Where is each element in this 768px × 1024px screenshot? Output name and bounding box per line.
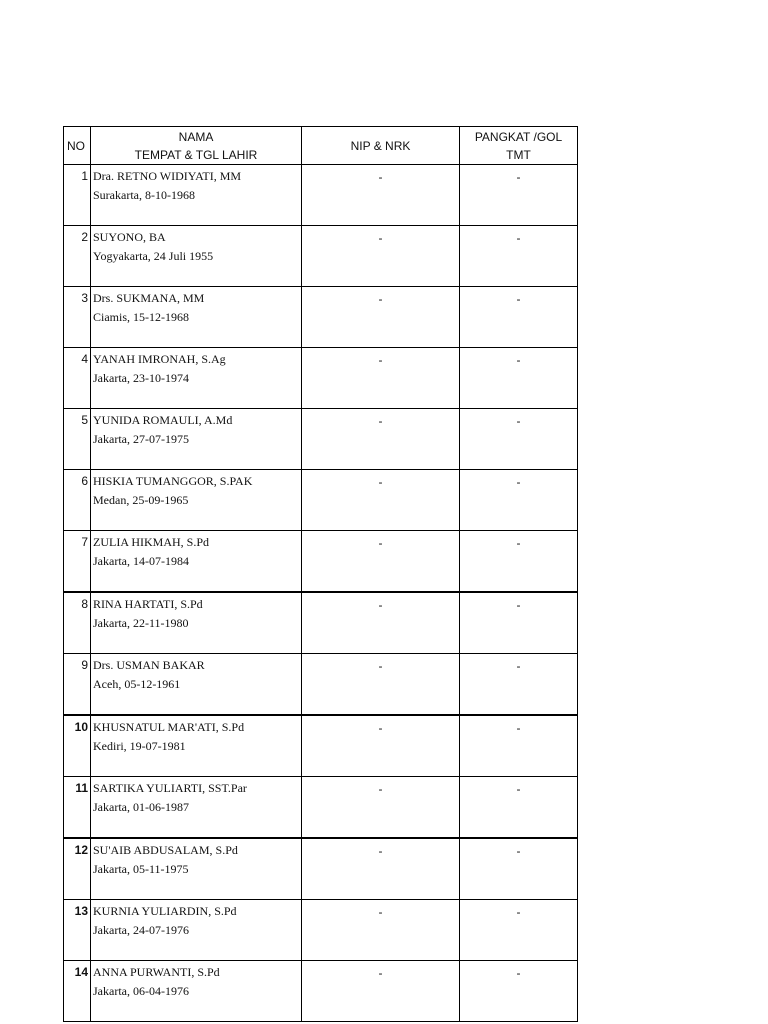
row-number: 12 — [64, 838, 91, 900]
header-pangkat-label: PANGKAT /GOL — [474, 129, 563, 144]
table-row — [64, 838, 578, 900]
header-nama — [91, 127, 302, 165]
table-row — [64, 777, 578, 839]
nip-nrk-cell: - — [302, 654, 460, 716]
employee-name: KURNIA YULIARDIN, S.Pd — [93, 904, 237, 918]
nip-nrk-cell: - — [302, 409, 460, 470]
row-number: 2 — [64, 226, 91, 287]
pangkat-cell: - — [460, 470, 578, 531]
name-cell — [91, 409, 302, 470]
header-tempat-tgl-label: TEMPAT & TGL LAHIR — [134, 147, 258, 162]
table-row — [64, 715, 578, 777]
table-row — [64, 165, 578, 226]
pangkat-cell: - — [460, 226, 578, 287]
row-number: 4 — [64, 348, 91, 409]
name-cell — [91, 470, 302, 531]
nip-nrk-cell: - — [302, 777, 460, 839]
name-cell — [91, 838, 302, 900]
employee-name: SUYONO, BA — [93, 230, 166, 244]
pangkat-cell: - — [460, 654, 578, 716]
nip-nrk-cell: - — [302, 470, 460, 531]
row-number: 1 — [64, 165, 91, 226]
employee-name: SARTIKA YULIARTI, SST.Par — [93, 781, 247, 795]
table-row — [64, 409, 578, 470]
table-row — [64, 961, 578, 1022]
pangkat-cell: - — [460, 715, 578, 777]
employee-name: Drs. SUKMANA, MM — [93, 291, 205, 305]
pangkat-cell: - — [460, 961, 578, 1022]
table-row — [64, 654, 578, 716]
table-header-row — [64, 127, 578, 165]
birth-place-date: Yogyakarta, 24 Juli 1955 — [93, 249, 214, 263]
row-number: 6 — [64, 470, 91, 531]
birth-place-date: Kediri, 19-07-1981 — [93, 739, 186, 753]
employee-table-container — [63, 126, 577, 1022]
employee-name: ANNA PURWANTI, S.Pd — [93, 965, 220, 979]
row-number: 8 — [64, 592, 91, 654]
pangkat-cell: - — [460, 838, 578, 900]
nip-nrk-cell: - — [302, 838, 460, 900]
row-number: 14 — [64, 961, 91, 1022]
nip-nrk-cell: - — [302, 592, 460, 654]
row-number: 11 — [64, 777, 91, 839]
table-row — [64, 470, 578, 531]
table-row — [64, 287, 578, 348]
birth-place-date: Jakarta, 14-07-1984 — [93, 554, 189, 568]
birth-place-date: Jakarta, 06-04-1976 — [93, 984, 189, 998]
name-cell — [91, 654, 302, 716]
header-no: NO — [64, 127, 91, 165]
name-cell — [91, 715, 302, 777]
nip-nrk-cell: - — [302, 715, 460, 777]
birth-place-date: Aceh, 05-12-1961 — [93, 677, 181, 691]
employee-name: RINA HARTATI, S.Pd — [93, 597, 203, 611]
birth-place-date: Jakarta, 23-10-1974 — [93, 371, 189, 385]
pangkat-cell: - — [460, 592, 578, 654]
birth-place-date: Ciamis, 15-12-1968 — [93, 310, 189, 324]
pangkat-cell: - — [460, 409, 578, 470]
row-number: 7 — [64, 531, 91, 593]
employee-name: Drs. USMAN BAKAR — [93, 658, 205, 672]
table-row — [64, 226, 578, 287]
name-cell — [91, 777, 302, 839]
header-pangkat — [460, 127, 578, 165]
header-tmt-label: TMT — [506, 147, 531, 162]
name-cell — [91, 592, 302, 654]
birth-place-date: Jakarta, 01-06-1987 — [93, 800, 189, 814]
birth-place-date: Surakarta, 8-10-1968 — [93, 188, 195, 202]
nip-nrk-cell: - — [302, 165, 460, 226]
name-cell — [91, 531, 302, 593]
name-cell — [91, 165, 302, 226]
employee-name: ZULIA HIKMAH, S.Pd — [93, 535, 210, 549]
row-number: 10 — [64, 715, 91, 777]
employee-name: HISKIA TUMANGGOR, S.PAK — [93, 474, 253, 488]
row-number: 13 — [64, 900, 91, 961]
employee-name: YUNIDA ROMAULI, A.Md — [93, 413, 233, 427]
birth-place-date: Jakarta, 24-07-1976 — [93, 923, 189, 937]
pangkat-cell: - — [460, 900, 578, 961]
pangkat-cell: - — [460, 287, 578, 348]
nip-nrk-cell: - — [302, 961, 460, 1022]
name-cell — [91, 226, 302, 287]
table-row — [64, 592, 578, 654]
birth-place-date: Jakarta, 05-11-1975 — [93, 862, 189, 876]
row-number: 9 — [64, 654, 91, 716]
table-row — [64, 348, 578, 409]
birth-place-date: Jakarta, 22-11-1980 — [93, 616, 189, 630]
pangkat-cell: - — [460, 165, 578, 226]
birth-place-date: Medan, 25-09-1965 — [93, 493, 189, 507]
table-row — [64, 900, 578, 961]
pangkat-cell: - — [460, 777, 578, 839]
nip-nrk-cell: - — [302, 900, 460, 961]
birth-place-date: Jakarta, 27-07-1975 — [93, 432, 189, 446]
employee-name: KHUSNATUL MAR'ATI, S.Pd — [93, 720, 245, 734]
employee-name: YANAH IMRONAH, S.Ag — [93, 352, 226, 366]
employee-name: SU'AIB ABDUSALAM, S.Pd — [93, 843, 238, 857]
name-cell — [91, 287, 302, 348]
header-nama-label: NAMA — [178, 129, 214, 144]
pangkat-cell: - — [460, 348, 578, 409]
table-row — [64, 531, 578, 593]
header-nip-nrk: NIP & NRK — [302, 127, 460, 165]
employee-table — [63, 126, 578, 1022]
employee-name: Dra. RETNO WIDIYATI, MM — [93, 169, 242, 183]
nip-nrk-cell: - — [302, 287, 460, 348]
nip-nrk-cell: - — [302, 531, 460, 593]
nip-nrk-cell: - — [302, 348, 460, 409]
nip-nrk-cell: - — [302, 226, 460, 287]
row-number: 5 — [64, 409, 91, 470]
pangkat-cell: - — [460, 531, 578, 593]
row-number: 3 — [64, 287, 91, 348]
name-cell — [91, 900, 302, 961]
name-cell — [91, 348, 302, 409]
name-cell — [91, 961, 302, 1022]
